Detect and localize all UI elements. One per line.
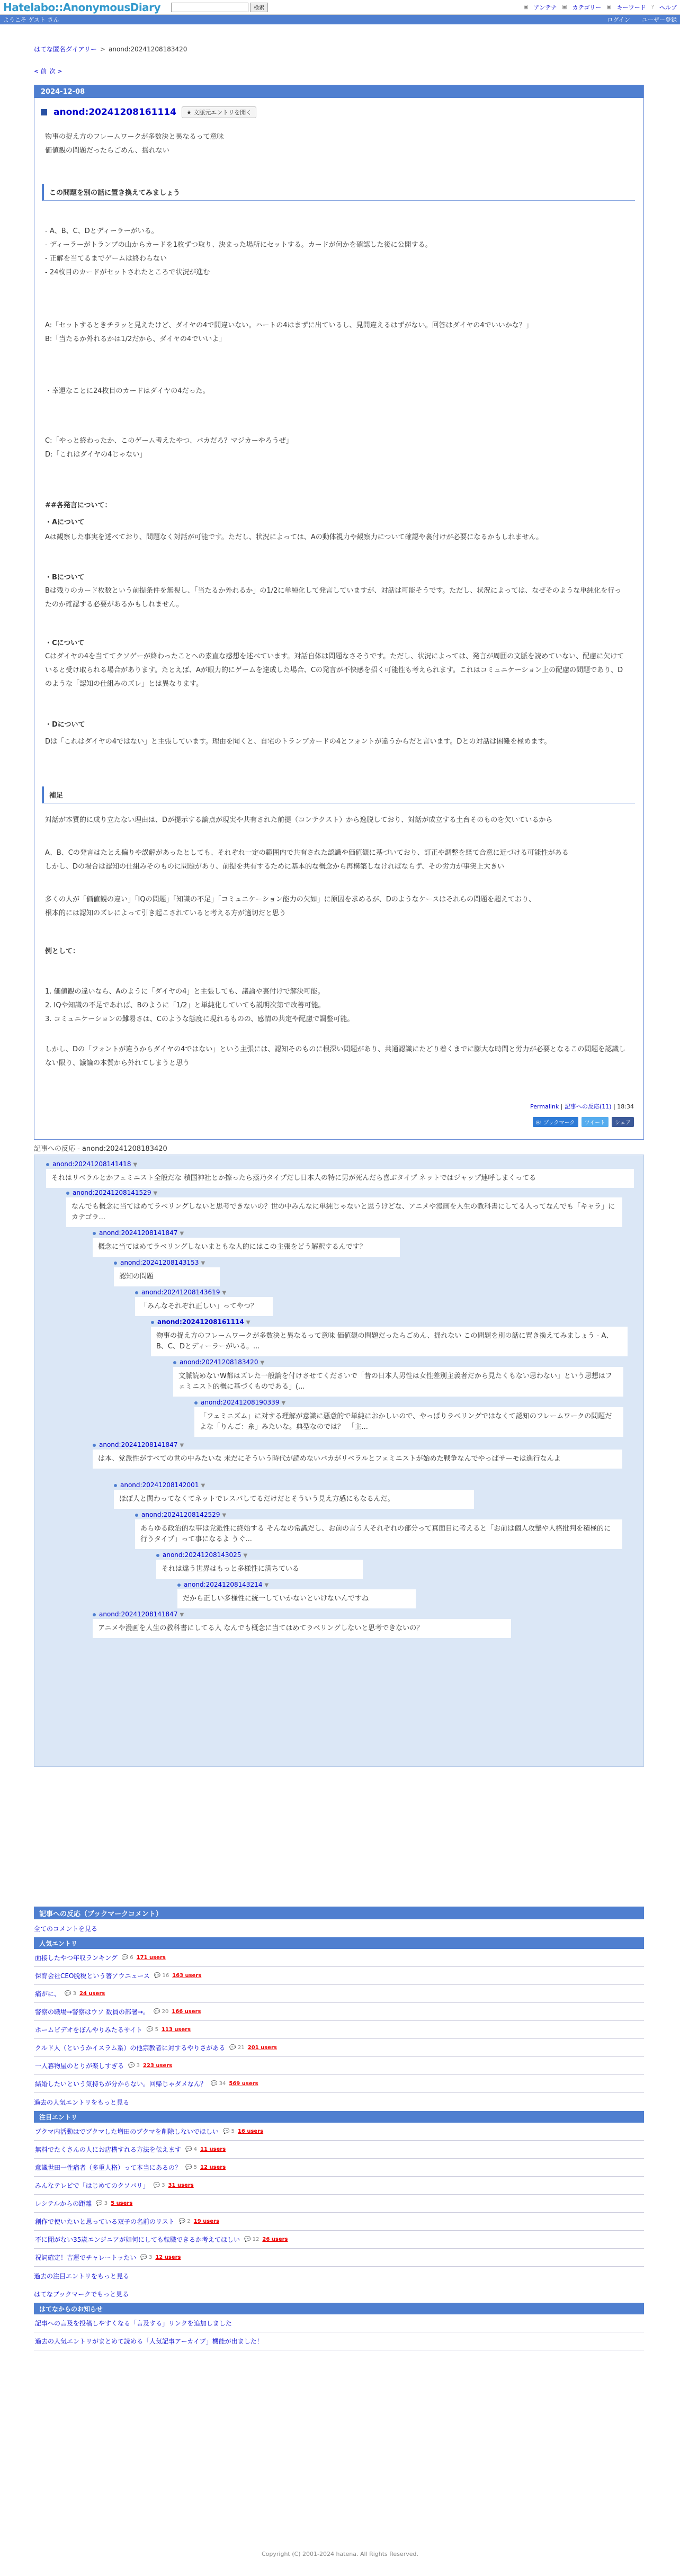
response-link[interactable]: anond:20241208183420 (180, 1358, 258, 1366)
nav-keyword[interactable]: キーワード (616, 4, 646, 11)
response-link[interactable]: anond:20241208143619 (141, 1289, 220, 1296)
comment-count-value: 5 (193, 2164, 198, 2170)
comment-count (122, 1955, 133, 1961)
register-link[interactable]: ユーザー登録 (642, 16, 677, 23)
bookmark-entry-link[interactable]: 創作で使いたいと思っている双子の名前のリスト (35, 2218, 175, 2225)
bookmark-entry-row (34, 2141, 644, 2159)
response-node (194, 1399, 623, 1437)
comment-count-value: 4 (193, 2146, 198, 2152)
search-button[interactable]: 検索 (250, 3, 268, 12)
dialogue-line: B:「当たるか外れるかは1/2だから、ダイヤの4でいいよ」 (45, 335, 226, 343)
all-comments-link[interactable]: 全てのコメントを見る (34, 1925, 98, 1933)
prev-link[interactable]: < 前 (34, 68, 47, 75)
user-bar (0, 15, 680, 24)
response-body: 認知の問題 (114, 1267, 220, 1286)
header-nav (523, 3, 677, 12)
comment-count-value: 21 (238, 2045, 245, 2051)
response-link[interactable]: anond:20241208142529 (141, 1511, 220, 1518)
comment-count (179, 2219, 191, 2224)
entry-date: 2024-12-08 (34, 85, 643, 98)
nav-category[interactable]: カテゴリー (572, 4, 602, 11)
news-link[interactable]: 記事への言及を投稿しやすくなる「言及する」リンクを追加しました (35, 2320, 232, 2327)
speaker-text: Bは残りのカード枚数という前提条件を無視し、「当たるか外れるか」の1/2に単純化して発言していますが、対話は可能そうです。ただし、状況によっては、なぜそのような単純化を行ったのか確認する必要があるかもしれません。 (45, 587, 622, 609)
comment-count (96, 2201, 108, 2206)
example-heading: 例として： (45, 947, 80, 955)
bookmark-entry-row (34, 2177, 644, 2195)
response-node (66, 1189, 622, 1227)
speaker-heading: ・Bについて (45, 574, 85, 582)
login-link[interactable]: ログイン (607, 16, 630, 23)
user-count[interactable]: 11 users (200, 2146, 226, 2152)
expand-arrow-icon[interactable]: ▼ (180, 1231, 184, 1237)
response-link[interactable]: anond:20241208141847 (99, 1611, 178, 1618)
expand-arrow-icon[interactable]: ▼ (153, 1191, 158, 1196)
comment-bubble-icon: 💬 (128, 2063, 137, 2069)
comment-count (229, 2045, 244, 2051)
conclusion-text: しかし、Dの「フォントが違うからダイヤの4ではない」という主張には、認知そのものに根深い問題があり、共通認識にたどり着くまでに膨大な時間と労力が必要となるこの問題を認識しない限り、議論の本質から外れてしまうと思う (45, 1045, 626, 1067)
bullet-icon (114, 1484, 117, 1487)
speaker-text: Aは観察した事実を述べており、問題なく対話が可能です。ただし、状況によっては、Aの動体視力や観察力について確認や裏付けが必要になるかもしれません。 (45, 533, 543, 541)
comment-count-value: 2 (187, 2219, 191, 2224)
bookmark-heading: 記事への反応（ブックマークコメント） (34, 1907, 644, 1919)
bookmark-entry-link[interactable]: 痛がに、 (35, 1990, 61, 1998)
bookmark-entry-row (34, 1949, 644, 1967)
entry-box (34, 85, 644, 1140)
comment-count (211, 2081, 226, 2087)
comment-bubble-icon: 💬 (178, 2219, 187, 2224)
expand-arrow-icon[interactable]: ▼ (222, 1513, 227, 1518)
response-node (93, 1229, 400, 1257)
response-link[interactable]: anond:20241208141529 (73, 1189, 151, 1196)
comment-count-value: 16 (162, 1973, 169, 1979)
comment-bubble-icon: 💬 (185, 2146, 194, 2152)
supplement-line: A、B、Cの発言はたとえ偏りや誤解があったとしても、それぞれ一定の範囲内で共有された認識や価値観に基づいており、訂正や調整を経て合意に近づける可能性がある (45, 849, 569, 857)
response-link[interactable]: anond:20241208143025 (163, 1551, 241, 1559)
expand-arrow-icon[interactable]: ▼ (201, 1260, 205, 1266)
speaker-heading: ・Aについて (45, 518, 85, 526)
site-logo[interactable]: Hatelabo::AnonymousDiary (3, 1, 161, 14)
comment-count-value: 3 (148, 2255, 153, 2260)
site-header (0, 0, 680, 15)
bookmark-entry-row (34, 2021, 644, 2039)
speaker-text: Dは「これはダイヤの4ではない」と主張しています。理由を聞くと、自宅のトランプカードの4とフォントが違うからだと言います。Dとの対話は困難を極めます。 (45, 738, 551, 746)
user-count[interactable]: 26 users (262, 2237, 288, 2242)
response-body: アニメや漫画を人生の教科書にしてる人 なんでも概念に当てはめてラベリングしないと思考できないの？ (93, 1619, 511, 1638)
user-count[interactable]: 171 users (136, 1955, 166, 1961)
expand-arrow-icon[interactable]: ▼ (281, 1400, 286, 1406)
expand-arrow-icon[interactable]: ▼ (201, 1483, 205, 1489)
response-link[interactable]: anond:20241208142001 (120, 1481, 199, 1489)
bullet-icon (93, 1613, 96, 1616)
example-line: 2. IQや知識の不足であれば、Bのように「1/2」と単純化していても説明次第で改善可能。 (45, 1001, 325, 1009)
dialogue-line: C:「やっと終わったか、このゲーム考えたやつ、バカだろ？マジカーやろうぜ」 (45, 437, 293, 445)
expand-arrow-icon[interactable]: ▼ (264, 1582, 269, 1588)
expand-arrow-icon[interactable]: ▼ (133, 1162, 138, 1168)
bookmark-entry-link[interactable]: みんなテレビで「はじめてのクソバリ」 (35, 2182, 149, 2189)
more-attention-link[interactable]: 過去の注目エントリをもっと見る (34, 2272, 130, 2280)
user-count[interactable]: 5 users (111, 2201, 133, 2206)
comment-count-value: 6 (130, 1955, 133, 1961)
bookmark-more-row (34, 1919, 644, 1937)
expand-arrow-icon[interactable]: ▼ (246, 1320, 250, 1326)
response-link[interactable]: anond:20241208143153 (120, 1259, 199, 1266)
bookmark-entry-row (34, 2057, 644, 2075)
comments-link[interactable]: 記事への反応(11) (565, 1103, 612, 1110)
response-node (114, 1481, 474, 1509)
comment-bubble-icon: 💬 (96, 2201, 104, 2206)
user-count[interactable]: 31 users (168, 2183, 194, 2188)
user-count[interactable]: 16 users (237, 2128, 264, 2134)
comment-bubble-icon: 💬 (65, 1991, 73, 1997)
user-count[interactable]: 12 users (155, 2255, 181, 2260)
comment-count-value: 12 (252, 2237, 260, 2242)
popular-heading: 人気エントリ (34, 1937, 644, 1949)
search-form (171, 3, 268, 12)
comment-count (185, 2164, 197, 2170)
attention-heading: 注目エントリ (34, 2111, 644, 2123)
bookmark-entry-row (34, 2075, 644, 2093)
comment-count (140, 2255, 152, 2260)
section-heading: この問題を別の話に置き換えてみましょう (42, 184, 635, 201)
user-count[interactable]: 163 users (172, 1973, 202, 1979)
entry-time: 18:34 (617, 1103, 634, 1110)
response-body: ほぼ人と関わってなくてネットでレスバしてるだけだとそういう見え方感にもなるんだ。 (114, 1490, 474, 1509)
bullet-icon (66, 1192, 69, 1195)
expand-arrow-icon[interactable]: ▼ (260, 1360, 265, 1366)
response-body: 文脈読めないW都はズレた一般論を付けさせてくださいで「昔の日本人男性は女性差別主義者だから見たくもない思わない」という思想はフェミニスト的概に基づくものである」(... (173, 1367, 623, 1397)
comment-bubble-icon: 💬 (154, 1973, 163, 1979)
supplement-line: 多くの人が「価値観の違い」「IQの問題」「知識の不足」「コミュニケーション能力の欠如」に原因を求めるが、Dのようなケースはそれらの問題を超えており、 (45, 896, 536, 904)
narration-line: ・幸運なことに24枚目のカードはダイヤの4だった。 (45, 387, 210, 395)
entry-line: 価値観の問題だったらごめん、揺れない (45, 147, 169, 155)
comment-bubble-icon: 💬 (153, 2183, 162, 2188)
breadcrumb (34, 44, 187, 53)
bookmark-entry-link[interactable]: 無料でたくさんの人にお店構すれる方法を伝えます (35, 2146, 182, 2153)
example-line: 3. コミュニケーションの難易さは、Cのような態度に現れるものの、感情の共定や配慮で調整可能。 (45, 1015, 354, 1023)
comment-count-value: 5 (155, 2027, 158, 2033)
responses-title: 記事への反応 - anond:20241208183420 (34, 1145, 167, 1153)
bullet-icon (93, 1232, 96, 1235)
rule-line: - 24枚目のカードがセットされたところで状況が進む (45, 269, 210, 276)
entry-meta: Permalink | 記事への反応(11) | 18:34 (530, 1103, 634, 1110)
rule-line: - A、B、C、Dとディーラーがいる。 (45, 227, 158, 235)
breadcrumb-current: anond:20241208183420 (108, 46, 187, 53)
comment-count (147, 2027, 158, 2033)
bookmark-entry-row (34, 2159, 644, 2177)
speaker-text: Cはダイヤの4を当ててクソゲーが終わったことへの素直な感想を述べています。対話自体は問題なさそうです。ただし、状況によっては、発言が周囲の文脈を読めていない、配慮に欠けていると受け取られる場合があります。たとえば、Aが眼力的にゲームを達成した場合、Cの発言が不快感を招く可能性も考えられます。これはコミュニケーション上の配慮の問題であり、Dのような「認知の仕組みのズレ」とは異なります。 (45, 652, 624, 688)
footer-copyright: Copyright (C) 2001-2024 hatena. All Rights Reserved. (262, 2551, 418, 2557)
comment-count (65, 1991, 76, 1997)
bookmark-section (34, 1907, 644, 2350)
response-node (135, 1511, 622, 1549)
bookmark-more-row (34, 2093, 644, 2111)
response-node (173, 1358, 623, 1397)
expand-arrow-icon[interactable]: ▼ (222, 1290, 227, 1296)
bookmark-entry-row (34, 1985, 644, 2003)
comment-count-value: 5 (231, 2128, 235, 2134)
category-icon: ▣ (562, 4, 567, 10)
supplement-line: 根本的には認知のズレによって引き起こされていると考える方が適切だと思う (45, 909, 287, 917)
bookmark-entry-row (34, 2249, 644, 2267)
user-count[interactable]: 223 users (143, 2063, 173, 2069)
bookmark-entry-row (34, 2231, 644, 2249)
bookmark-entry-row (34, 2039, 644, 2057)
share-buttons (533, 1117, 634, 1127)
bullet-icon (156, 1554, 159, 1557)
response-link[interactable]: anond:20241208161114 (157, 1318, 244, 1326)
user-count[interactable]: 19 users (193, 2219, 219, 2224)
news-heading: はてなからのお知らせ (34, 2303, 644, 2314)
response-body: 「フェミニズム」に対する理解が意識に悪意的で単純におかしいので、やっぱりラベリングではなくて認知のフレームワークの問題だよな「りんご：糸」みたいな。典型なのでは？ 「主... (194, 1407, 623, 1437)
permalink-link[interactable]: Permalink (530, 1103, 559, 1110)
response-body: だから正しい多様性に統一していかないといけないんですね (177, 1589, 416, 1608)
bullet-icon (93, 1444, 96, 1447)
bookmark-entry-row (34, 1967, 644, 1985)
square-icon (41, 109, 47, 115)
bookmark-entry-link[interactable]: 警察の職場→警察はウソ 数員の部署→。 (35, 2008, 149, 2016)
comment-count-value: 3 (104, 2201, 108, 2206)
help-icon: ? (651, 4, 654, 10)
response-body: 概念に当てはめてラベリングしないまともな人的にはこの主張をどう解釈するんです？ (93, 1238, 400, 1257)
user-count[interactable]: 569 users (229, 2081, 258, 2087)
bookmark-entry-link[interactable]: クルド人（というかイスラム系）の他宗教者に対するやりさがある (35, 2044, 226, 2052)
bookmark-entry-link[interactable]: 意識世田一性痛者（多重人格）って本当にあるの？ (35, 2164, 182, 2171)
news-link[interactable]: 過去の人気エントリがまとめて読める「人気記事アーカイブ」機能が出ました！ (35, 2338, 263, 2345)
response-node (177, 1581, 416, 1608)
dialogue-line: A:「セットするときチラッと見えたけど、ダイヤの4で間違いない。ハートの4はまずに出ているし、見間違えるはずがない。回答はダイヤの4でいいかな？」 (45, 321, 533, 329)
response-node (46, 1160, 634, 1188)
section-heading: 補足 (42, 786, 635, 803)
bullet-icon (114, 1262, 117, 1265)
dialogue-line: D:「これはダイヤの4じゃない」 (45, 451, 147, 459)
response-node (151, 1318, 628, 1356)
comment-count (244, 2237, 259, 2242)
speaker-heading: ・Dについて (45, 721, 85, 729)
comment-count-value: 34 (219, 2081, 226, 2087)
entry-line: 物事の捉え方のフレームワークが多数決と異なるって意味 (45, 133, 224, 141)
bookmark-entry-link[interactable]: 不に聞がない35歳エンジニアが如何にしても転職できるか考えてほしい (35, 2236, 240, 2243)
bullet-icon (135, 1514, 138, 1517)
more-hatena-link[interactable]: はてなブックマークでもっと見る (34, 2290, 129, 2298)
expand-arrow-icon[interactable]: ▼ (180, 1443, 184, 1448)
user-count[interactable]: 201 users (247, 2045, 277, 2051)
comment-bubble-icon: 💬 (229, 2045, 238, 2051)
response-body: は本、党派性がすべての世の中みたいな 未だにそういう時代が読めないバカがリベラルとフェミニストが始めた戦争なんでやっぱサーモは進行なんよ (93, 1450, 622, 1469)
comment-bubble-icon: 💬 (121, 1955, 130, 1961)
hatena-bookmark-button[interactable]: B! ブックマーク (533, 1117, 578, 1127)
context-entry-button[interactable]: ★ 文脈元エントリを開く (182, 106, 256, 118)
bookmark-entry-link[interactable]: 面接したやつ年収ランキング (35, 1954, 118, 1962)
breadcrumb-home[interactable]: はてな匿名ダイアリー (34, 46, 97, 53)
response-link[interactable]: anond:20241208141847 (99, 1229, 178, 1237)
response-body: 物事の捉え方のフレームワークが多数決と異なるって意味 価値観の問題だったらごめん、揺れない この問題を別の話に置き換えてみましょう - A、B、C、Dとディーラーがいる。... (151, 1327, 628, 1356)
comment-bubble-icon: 💬 (153, 2009, 162, 2015)
comment-count (154, 1973, 169, 1979)
next-link[interactable]: 次 > (49, 68, 62, 75)
response-node (114, 1259, 220, 1286)
supplement-line: しかし、Dの場合は認知の仕組みそのものに問題があり、前提を共有するために基本的な概念から再構築しなければならず、その労力が事実上大きい (45, 863, 504, 871)
news-item (34, 2314, 644, 2332)
bullet-icon (194, 1401, 198, 1405)
bookmark-entry-row (34, 2213, 644, 2231)
response-body: あらゆる政治的な事は党派性に終始する そんなの常識だし、お前の言う人それぞれの部分って真面目に考えると「お前は個人攻撃や人格批判を積極的に行うタイプ」って事になるよ うぐ... (135, 1519, 622, 1549)
comment-bubble-icon: 💬 (146, 2027, 155, 2033)
speaker-heading: ・Cについて (45, 639, 85, 647)
response-node (156, 1551, 363, 1579)
nav-help[interactable]: ヘルプ (659, 4, 677, 11)
bookmark-entry-row (34, 2003, 644, 2021)
response-node (93, 1441, 622, 1469)
search-input[interactable] (171, 3, 248, 12)
bookmark-entry-row (34, 2195, 644, 2213)
bookmark-entry-link[interactable]: 祝詞確定！吉運でチャレートッたい (35, 2254, 137, 2261)
response-node (93, 1611, 511, 1638)
bullet-icon (151, 1321, 154, 1324)
expand-arrow-icon[interactable]: ▼ (180, 1612, 184, 1618)
bullet-icon (177, 1584, 181, 1587)
entry-title[interactable]: anond:20241208161114 (53, 107, 176, 118)
bookmark-more-row (34, 2267, 644, 2285)
supplement-line: 対話が本質的に成り立たない理由は、Dが提示する論点が現実や共有された前提（コンテクスト）から逸脱しており、対話が成立する土台そのものを欠いているから (45, 816, 553, 824)
entry-title-row (41, 106, 256, 118)
pager (34, 67, 65, 75)
evaluation-heading: ##各発言について： (45, 502, 112, 509)
comment-count-value: 3 (136, 2063, 140, 2069)
example-line: 1. 価値観の違いなら、Aのように「ダイヤの4」と主張しても、議論や裏付けで解決可能。 (45, 988, 325, 996)
comment-count (154, 2183, 165, 2188)
response-body: なんでも概念に当てはめてラベリングしないと思考できないの？世の中みんなに単純じゃないと思うけどな、アニメや漫画を人生の教科書にしてる人ってなんでも「キャラ」にカテゴラ... (66, 1197, 622, 1227)
comment-bubble-icon: 💬 (185, 2164, 194, 2170)
comment-count (223, 2128, 235, 2134)
rule-line: - 正解を当てるまでゲームは終わらない (45, 255, 167, 263)
keyword-icon: ▣ (606, 4, 612, 10)
user-count[interactable]: 12 users (200, 2164, 226, 2170)
bookmark-entry-row (34, 2123, 644, 2141)
bookmark-entry-link[interactable]: 保育会社CEO脱税という著アウニュース (35, 1972, 150, 1980)
bullet-icon (135, 1291, 138, 1294)
bookmark-entry-link[interactable]: 結婚したいという気持ちが分からない。回帰じゃダメなん？ (35, 2080, 207, 2088)
response-link[interactable]: anond:20241208141847 (99, 1441, 178, 1448)
response-tree (34, 1155, 644, 1767)
response-body: それはリベラルとかフェミニスト全般だな 積国神社とか擦ったら蒸乃タイプだし日本人の特に男が死んだら喜ぶタイプ ネットではジャップ連呼しまくってる (46, 1169, 634, 1188)
news-item (34, 2332, 644, 2350)
response-node (135, 1289, 273, 1316)
response-link[interactable]: anond:20241208190339 (201, 1399, 280, 1406)
expand-arrow-icon[interactable]: ▼ (243, 1553, 248, 1559)
bullet-icon (173, 1361, 176, 1364)
comment-count (154, 2009, 168, 2015)
bookmark-entry-link[interactable]: ホームビデオをぼんやりみたるサイト (35, 2026, 142, 2034)
comment-count-value: 3 (162, 2183, 165, 2188)
bullet-icon (46, 1163, 49, 1166)
rule-line: - ディーラーがトランプの山からカードを1枚ずつ取り、決まった場所にセットする。カードが何かを確認した後に公開する。 (45, 241, 432, 249)
nav-antenna[interactable]: アンテナ (533, 4, 557, 11)
user-count[interactable]: 24 users (79, 1991, 105, 1997)
breadcrumb-separator: > (100, 46, 105, 53)
comment-bubble-icon: 💬 (244, 2237, 253, 2242)
comment-count-value: 20 (162, 2009, 169, 2015)
comment-count (128, 2063, 140, 2069)
bookmark-more-row (34, 2285, 644, 2303)
response-body: 「みんなそれぞれ正しい」ってやつ？ (135, 1297, 273, 1316)
comment-count-value: 3 (73, 1991, 77, 1997)
bookmark-entry-link[interactable]: ブクマ内活動はでブクマした増田のブクマを削除しないでほしい (35, 2128, 219, 2135)
facebook-share-button[interactable]: シェア (612, 1117, 634, 1127)
user-count[interactable]: 166 users (172, 2009, 201, 2015)
user-count[interactable]: 113 users (161, 2027, 191, 2033)
comment-bubble-icon: 💬 (211, 2081, 219, 2087)
response-link[interactable]: anond:20241208143214 (184, 1581, 263, 1588)
bookmark-entry-link[interactable]: レシテルからの距離 (35, 2200, 92, 2207)
more-popular-link[interactable]: 過去の人気エントリをもっと見る (34, 2098, 130, 2106)
bookmark-entry-link[interactable]: 一人暮物屋のとりが楽しすぎる (35, 2062, 124, 2070)
comment-count (185, 2146, 197, 2152)
comment-bubble-icon: 💬 (222, 2128, 231, 2134)
antenna-icon: ▣ (523, 4, 529, 10)
response-body: それは違う世界はもっと多様性に満ちている (156, 1560, 363, 1579)
tweet-button[interactable]: ツイート (581, 1117, 609, 1127)
response-link[interactable]: anond:20241208141418 (52, 1160, 131, 1168)
welcome-text: ようこそ ゲスト さん (3, 16, 59, 23)
comment-bubble-icon: 💬 (140, 2255, 149, 2260)
